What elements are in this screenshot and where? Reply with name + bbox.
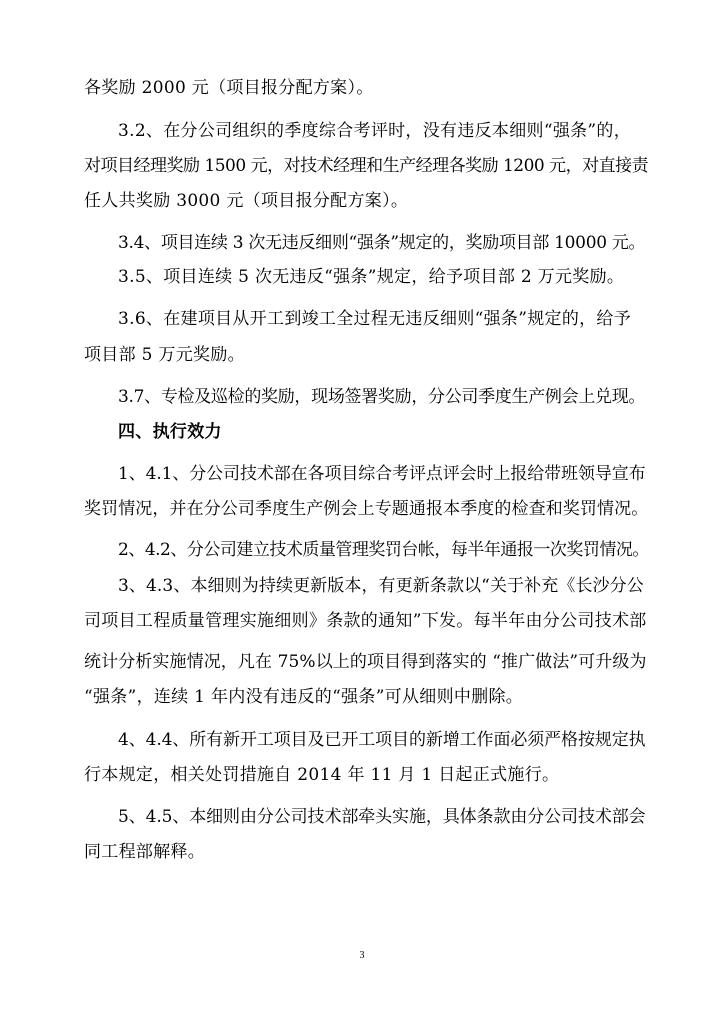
paragraph-line: 项目部 5 万元奖励。 xyxy=(84,345,245,365)
paragraph-line: 1、4.1、分公司技术部在各项目综合考评点评会时上报给带班领导宣布 xyxy=(118,464,646,484)
paragraph-line: 行本规定，相关处罚措施自 2014 年 11 月 1 日起正式施行。 xyxy=(84,765,560,785)
paragraph-line: 3.5、项目连续 5 次无违反“强条”规定，给予项目部 2 万元奖励。 xyxy=(118,267,625,287)
paragraph-line: 奖罚情况，并在分公司季度生产例会上专题通报本季度的检查和奖罚情况。 xyxy=(84,499,649,519)
paragraph-line: 同工程部解释。 xyxy=(84,842,206,862)
paragraph-line: 3、4.3、本细则为持续更新版本，有更新条款以“关于补充《长沙分公 xyxy=(118,576,644,596)
paragraph-line: 3.7、专检及巡检的奖励，现场签署奖励，分公司季度生产例会上兑现。 xyxy=(118,387,646,407)
paragraph-line: 3.6、在建项目从开工到竣工全过程无违反细则“强条”规定的，给予 xyxy=(118,309,632,329)
paragraph-line: 统计分析实施情况，凡在 75%以上的项目得到落实的 “推广做法”可升级为 xyxy=(84,652,647,672)
paragraph-line: 3.4、项目连续 3 次无违反细则“强条”规定的，奖励项目部 10000 元。 xyxy=(118,233,646,253)
paragraph-line: 对项目经理奖励 1500 元，对技术经理和生产经理各奖励 1200 元，对直接责 xyxy=(84,156,649,176)
paragraph-line: 3.2、在分公司组织的季度综合考评时，没有违反本细则“强条”的， xyxy=(118,121,632,141)
paragraph-line: 5、4.5、本细则由分公司技术部牵头实施，具体条款由分公司技术部会 xyxy=(118,807,646,827)
paragraph-line: 4、4.4、所有新开工项目及已开工项目的新增工作面必须严格按规定执 xyxy=(118,730,646,750)
paragraph-line: 任人共奖励 3000 元（项目报分配方案）。 xyxy=(84,191,409,211)
paragraph-line: “强条”，连续 1 年内没有违反的“强条”可从细则中删除。 xyxy=(84,687,524,707)
paragraph-line: 司项目工程质量管理实施细则》条款的通知”下发。每半年由分公司技术部 xyxy=(84,611,647,631)
page-number: 3 xyxy=(359,950,365,961)
section-heading: 四、执行效力 xyxy=(118,422,222,442)
paragraph-line: 各奖励 2000 元（项目报分配方案）。 xyxy=(84,78,374,98)
paragraph-line: 2、4.2、分公司建立技术质量管理奖罚台帐，每半年通报一次奖罚情况。 xyxy=(118,540,649,560)
